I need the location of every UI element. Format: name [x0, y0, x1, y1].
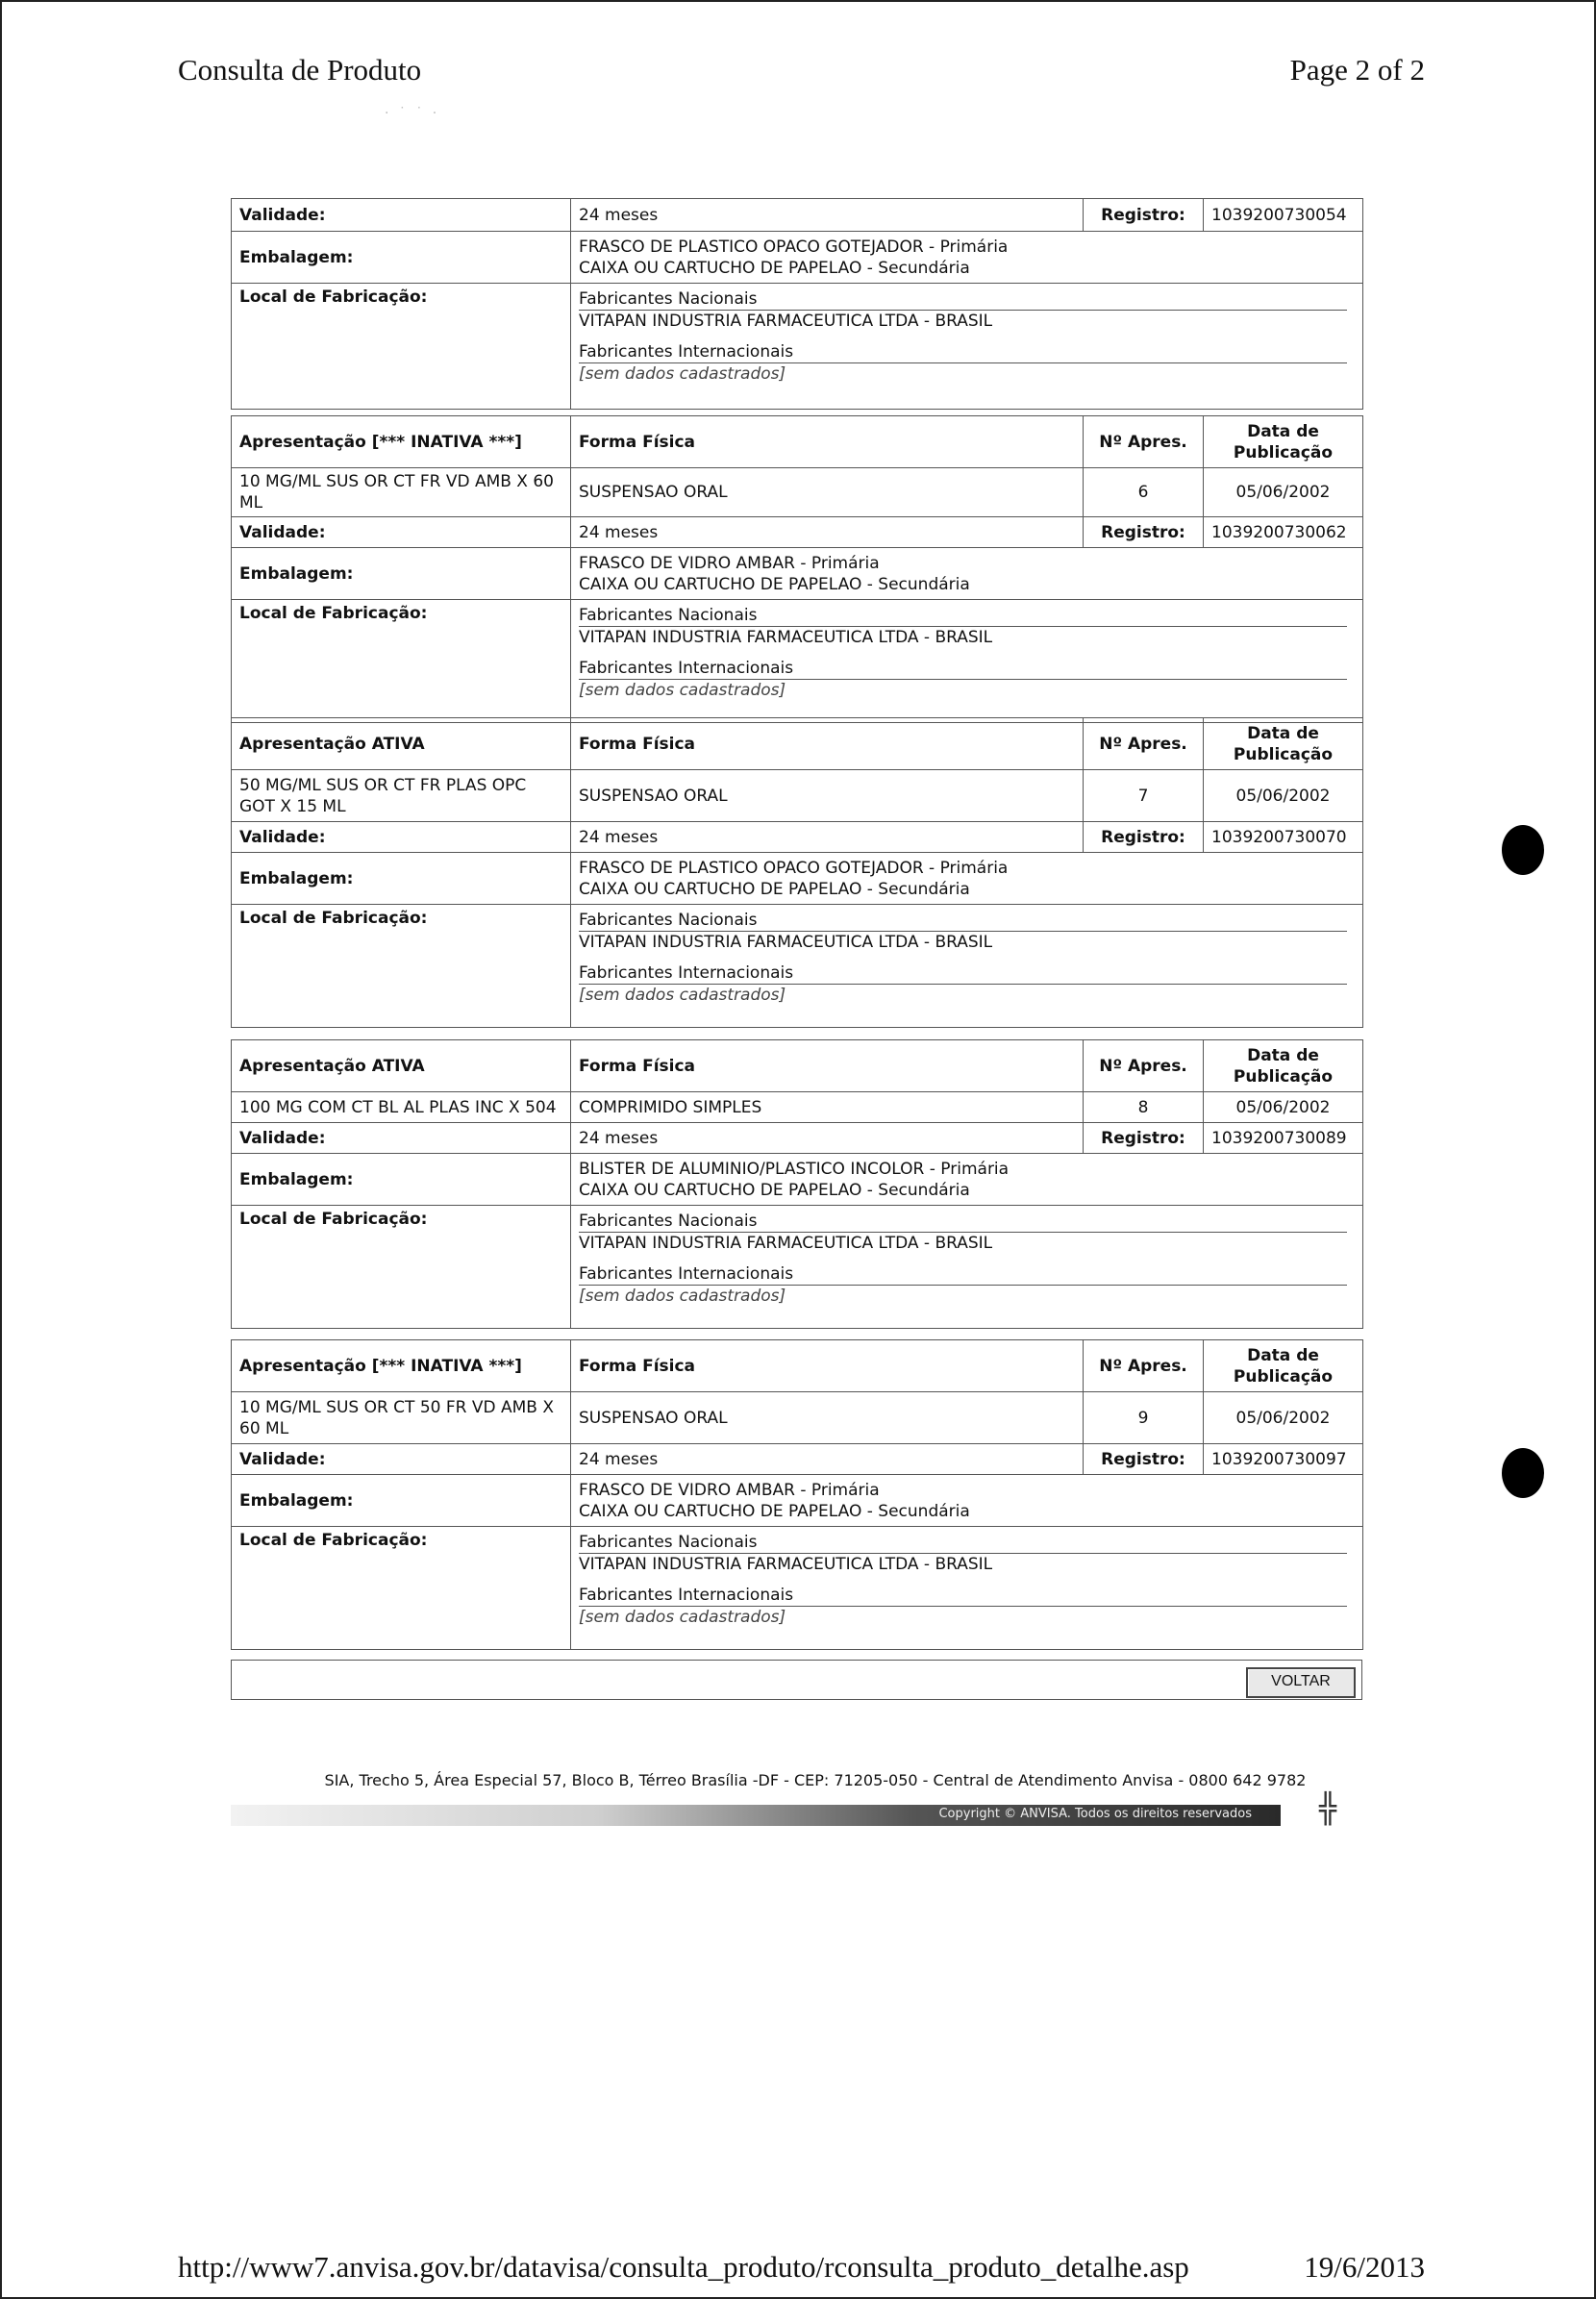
validade-value: 24 meses — [571, 517, 1084, 548]
data-header: Data de Publicação — [1204, 1040, 1363, 1092]
presentation-status: Apresentação ATIVA — [232, 1040, 571, 1092]
page-title: Consulta de Produto — [178, 53, 422, 87]
forma-value: SUSPENSAO ORAL — [571, 468, 1084, 517]
fabricantes: Fabricantes Nacionais VITAPAN INDUSTRIA FARMACEUTICA LTDA - BRASIL Fabricantes Internacionais [sem dados cadastrados] — [571, 1527, 1363, 1650]
data-header: Data de Publicação — [1204, 1340, 1363, 1392]
embalagem-value: FRASCO DE PLASTICO OPACO GOTEJADOR - Primária CAIXA OU CARTUCHO DE PAPELAO - Secundária — [571, 232, 1363, 284]
presentation-block — [231, 415, 1363, 723]
forma-header: Forma Física — [571, 1340, 1084, 1392]
registro-value: 1039200730062 — [1204, 517, 1363, 548]
scan-smudge: · ˙ ˙ · — [385, 106, 440, 121]
registro-label: Registro: — [1084, 1444, 1204, 1475]
copyright-text: Copyright © ANVISA. Todos os direitos reservados — [938, 1807, 1252, 1821]
punch-hole — [1502, 825, 1544, 875]
page-number: Page 2 of 2 — [1289, 53, 1425, 87]
local-label: Local de Fabricação: — [232, 284, 571, 410]
embalagem-value: FRASCO DE VIDRO AMBAR - Primária CAIXA OU CARTUCHO DE PAPELAO - Secundária — [571, 548, 1363, 600]
data-value: 05/06/2002 — [1204, 1392, 1363, 1444]
data-header: Data de Publicação — [1204, 718, 1363, 770]
embalagem-label: Embalagem: — [232, 1475, 571, 1527]
registro-label: Registro: — [1084, 517, 1204, 548]
forma-header: Forma Física — [571, 1040, 1084, 1092]
forma-value: COMPRIMIDO SIMPLES — [571, 1092, 1084, 1123]
napres-header: Nº Apres. — [1084, 1040, 1204, 1092]
validade-label: Validade: — [232, 517, 571, 548]
embalagem-value: FRASCO DE PLASTICO OPACO GOTEJADOR - Primária CAIXA OU CARTUCHO DE PAPELAO - Secundária — [571, 853, 1363, 905]
product-block-continued — [231, 198, 1363, 410]
validade-label: Validade: — [232, 1444, 571, 1475]
validade-label: Validade: — [232, 1123, 571, 1154]
napres-header: Nº Apres. — [1084, 1340, 1204, 1392]
button-bar — [231, 1660, 1362, 1700]
presentation-status: Apresentação ATIVA — [232, 718, 571, 770]
embalagem-label: Embalagem: — [232, 853, 571, 905]
presentation-desc: 50 MG/ML SUS OR CT FR PLAS OPC GOT X 15 ML — [232, 770, 571, 822]
napres-value: 6 — [1084, 468, 1204, 517]
registro-value: 1039200730070 — [1204, 822, 1363, 853]
forma-header: Forma Física — [571, 718, 1084, 770]
fabricantes: Fabricantes Nacionais VITAPAN INDUSTRIA FARMACEUTICA LTDA - BRASIL Fabricantes Internacionais [sem dados cadastrados] — [571, 284, 1363, 410]
registro-label: Registro: — [1084, 199, 1204, 232]
fabricantes: Fabricantes Nacionais VITAPAN INDUSTRIA FARMACEUTICA LTDA - BRASIL Fabricantes Internacionais [sem dados cadastrados] — [571, 905, 1363, 1028]
validade-value: 24 meses — [571, 822, 1084, 853]
napres-value: 9 — [1084, 1392, 1204, 1444]
print-header — [178, 53, 1425, 91]
page-url: http://www7.anvisa.gov.br/datavisa/consulta_produto/rconsulta_produto_detalhe.asp — [178, 2250, 1189, 2284]
data-value: 05/06/2002 — [1204, 1092, 1363, 1123]
validade-label: Validade: — [232, 822, 571, 853]
anvisa-logo-icon: ╬ — [1319, 1792, 1337, 1826]
registro-label: Registro: — [1084, 822, 1204, 853]
presentation-desc: 100 MG COM CT BL AL PLAS INC X 504 — [232, 1092, 571, 1123]
fabricantes: Fabricantes Nacionais VITAPAN INDUSTRIA FARMACEUTICA LTDA - BRASIL Fabricantes Internacionais [sem dados cadastrados] — [571, 1206, 1363, 1329]
data-value: 05/06/2002 — [1204, 770, 1363, 822]
local-label: Local de Fabricação: — [232, 600, 571, 723]
presentation-desc: 10 MG/ML SUS OR CT FR VD AMB X 60 ML — [232, 468, 571, 517]
napres-header: Nº Apres. — [1084, 416, 1204, 468]
embalagem-label: Embalagem: — [232, 232, 571, 284]
punch-hole — [1502, 1448, 1544, 1498]
print-date: 19/6/2013 — [1304, 2250, 1425, 2284]
presentation-desc: 10 MG/ML SUS OR CT 50 FR VD AMB X 60 ML — [232, 1392, 571, 1444]
data-value: 05/06/2002 — [1204, 468, 1363, 517]
local-label: Local de Fabricação: — [232, 1206, 571, 1329]
footer-address: SIA, Trecho 5, Área Especial 57, Bloco B, Térreo Brasília -DF - CEP: 71205-050 - Central de Atendimento Anvisa - 0800 642 9782 — [324, 1771, 1307, 1789]
validade-value: 24 meses — [571, 1123, 1084, 1154]
embalagem-label: Embalagem: — [232, 1154, 571, 1206]
local-label: Local de Fabricação: — [232, 905, 571, 1028]
forma-value: SUSPENSAO ORAL — [571, 770, 1084, 822]
registro-label: Registro: — [1084, 1123, 1204, 1154]
forma-header: Forma Física — [571, 416, 1084, 468]
presentation-block — [231, 717, 1363, 1028]
voltar-button[interactable]: VOLTAR — [1246, 1667, 1356, 1698]
local-label: Local de Fabricação: — [232, 1527, 571, 1650]
footer-bar — [231, 1805, 1281, 1826]
napres-value: 8 — [1084, 1092, 1204, 1123]
registro-value: 1039200730054 — [1204, 199, 1363, 232]
napres-header: Nº Apres. — [1084, 718, 1204, 770]
presentation-status: Apresentação [*** INATIVA ***] — [232, 1340, 571, 1392]
embalagem-value: BLISTER DE ALUMINIO/PLASTICO INCOLOR - Primária CAIXA OU CARTUCHO DE PAPELAO - Secundária — [571, 1154, 1363, 1206]
registro-value: 1039200730097 — [1204, 1444, 1363, 1475]
embalagem-label: Embalagem: — [232, 548, 571, 600]
presentation-block — [231, 1339, 1363, 1650]
forma-value: SUSPENSAO ORAL — [571, 1392, 1084, 1444]
validade-label: Validade: — [232, 199, 571, 232]
validade-value: 24 meses — [571, 1444, 1084, 1475]
embalagem-value: FRASCO DE VIDRO AMBAR - Primária CAIXA OU CARTUCHO DE PAPELAO - Secundária — [571, 1475, 1363, 1527]
napres-value: 7 — [1084, 770, 1204, 822]
fabricantes: Fabricantes Nacionais VITAPAN INDUSTRIA FARMACEUTICA LTDA - BRASIL Fabricantes Internacionais [sem dados cadastrados] — [571, 600, 1363, 723]
data-header: Data de Publicação — [1204, 416, 1363, 468]
presentation-status: Apresentação [*** INATIVA ***] — [232, 416, 571, 468]
validade-value: 24 meses — [571, 199, 1084, 232]
registro-value: 1039200730089 — [1204, 1123, 1363, 1154]
presentation-block — [231, 1039, 1363, 1329]
